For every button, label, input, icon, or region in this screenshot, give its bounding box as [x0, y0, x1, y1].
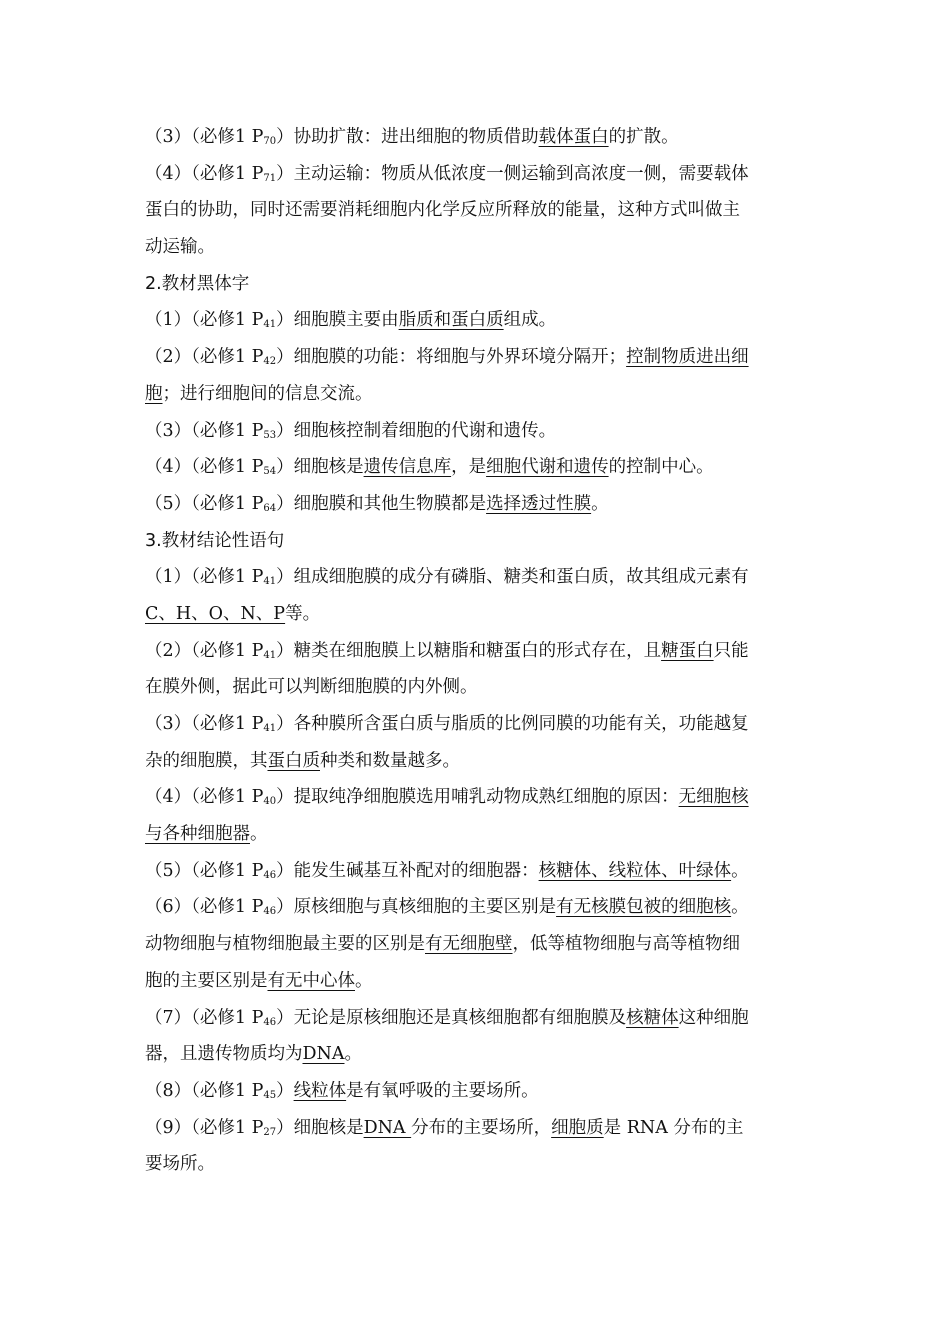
page-subscript: 40 [263, 796, 277, 808]
text-run: 是 RNA 分布的主 [603, 1117, 744, 1138]
page-subscript: 41 [263, 576, 277, 588]
text-run: ）细胞膜的功能：将细胞与外界环境分隔开； [276, 347, 627, 368]
page-subscript: 41 [263, 723, 277, 734]
text-line [145, 229, 809, 266]
text-line [145, 1036, 809, 1073]
text-run: （1）（必修1 P [145, 310, 264, 331]
underlined-answer: 核糖体 [626, 1007, 679, 1028]
underlined-answer: 有无核膜包被的细胞核 [556, 897, 732, 918]
text-run: 要场所。 [145, 1154, 215, 1175]
underlined-answer: C、H、O、N、P [145, 603, 286, 624]
underlined-answer: 胞 [145, 383, 163, 404]
underlined-answer: 有无中心体 [267, 970, 355, 991]
text-run: 3.教材结论性语句 [145, 530, 285, 551]
text-run: 的控制中心。 [608, 457, 714, 478]
page-subscript: 71 [263, 172, 277, 184]
text-run: 杂的细胞膜，其 [145, 750, 268, 771]
text-run: （2）（必修1 P [145, 640, 264, 661]
underlined-answer: 控制物质进出细 [626, 347, 749, 368]
page-subscript: 64 [263, 502, 277, 514]
text-run: （2）（必修1 P [145, 347, 264, 368]
page-subscript: 45 [263, 1089, 277, 1101]
text-run: 胞的主要区别是 [145, 970, 268, 991]
text-run: 2.教材黑体字 [145, 273, 250, 294]
text-line [145, 889, 809, 926]
page-subscript: 70 [263, 136, 277, 147]
text-run: 。 [731, 860, 749, 881]
text-run: ）原核细胞与真核细胞的主要区别是 [276, 897, 557, 918]
text-run: 这种细胞 [678, 1007, 749, 1028]
underlined-answer: 有无细胞壁 [425, 934, 513, 955]
underlined-answer: 选择透过性膜 [486, 493, 592, 514]
text-line [145, 119, 809, 156]
text-run: （4）（必修1 P [145, 163, 264, 184]
text-run: 蛋白的协助，同时还需要消耗细胞内化学反应所释放的能量，这种方式叫做主 [145, 200, 740, 221]
underlined-answer: DNA [302, 1044, 345, 1065]
text-run: 。 [344, 1044, 362, 1065]
text-line [145, 669, 809, 706]
text-line [145, 779, 809, 816]
page-subscript: 53 [263, 429, 277, 441]
underlined-answer: 蛋白质 [267, 750, 320, 771]
underlined-answer: DNA [363, 1117, 412, 1138]
text-run: （8）（必修1 P [145, 1080, 264, 1101]
text-run: （3）（必修1 P [145, 420, 264, 441]
text-line [145, 816, 809, 853]
text-run: 在膜外侧，据此可以判断细胞膜的内外侧。 [145, 677, 478, 698]
text-run: ）细胞膜主要由 [276, 310, 399, 331]
page-subscript: 41 [263, 319, 277, 331]
text-run: （7）（必修1 P [145, 1007, 264, 1028]
text-run: ）能发生碱基互补配对的细胞器： [276, 860, 539, 881]
text-line [145, 376, 809, 413]
text-run: ） [276, 1080, 294, 1101]
text-run: ）提取纯净细胞膜选用哺乳动物成熟红细胞的原因： [276, 787, 679, 808]
section-heading [145, 523, 809, 560]
text-run: ）协助扩散：进出细胞的物质借助 [276, 127, 539, 147]
text-line [145, 926, 809, 963]
underlined-answer: 与各种细胞器 [145, 824, 250, 845]
text-run: 器，且遗传物质均为 [145, 1044, 303, 1065]
text-line [145, 706, 809, 743]
underlined-answer: 线粒体 [293, 1080, 347, 1101]
text-run: （3）（必修1 P [145, 714, 264, 734]
text-line [145, 596, 809, 633]
text-line [145, 1073, 809, 1110]
page-subscript: 42 [263, 356, 277, 368]
underlined-answer: 细胞质 [551, 1117, 604, 1138]
text-run: 。 [355, 970, 373, 991]
text-run: 是有氧呼吸的主要场所。 [346, 1080, 539, 1101]
underlined-answer: 细胞代谢和遗传 [486, 457, 609, 478]
text-line [145, 339, 809, 376]
text-run: ）主动运输：物质从低浓度一侧运输到高浓度一侧，需要载体 [276, 163, 749, 184]
page-subscript: 27 [263, 1126, 277, 1138]
text-run: ）细胞核控制着细胞的代谢和遗传。 [276, 420, 557, 441]
underlined-answer: 无细胞核 [678, 787, 749, 808]
text-run: 动物细胞与植物细胞最主要的区别是 [145, 934, 425, 955]
text-run: 。 [250, 824, 268, 845]
text-run: 只能 [713, 640, 749, 661]
text-run: （5）（必修1 P [145, 860, 264, 881]
text-run: ）细胞核是 [276, 1117, 364, 1138]
text-run: 动运输。 [145, 237, 215, 258]
text-run: （4）（必修1 P [145, 787, 264, 808]
text-run: ，是 [451, 457, 487, 478]
text-run: ）细胞核是 [276, 457, 364, 478]
text-line [145, 156, 809, 193]
text-run: ）糖类在细胞膜上以糖脂和糖蛋白的形式存在，且 [276, 640, 662, 661]
underlined-answer: 脂质和蛋白质 [398, 310, 504, 331]
text-run: ）各种膜所含蛋白质与脂质的比例同膜的功能有关，功能越复 [276, 714, 749, 734]
text-run: 。 [731, 897, 749, 918]
text-run: 分布的主要场所， [411, 1117, 552, 1138]
text-run: 的扩散。 [608, 127, 679, 147]
text-line [145, 1000, 809, 1037]
text-line [145, 192, 809, 229]
underlined-answer: 核糖体、线粒体、叶绿体 [538, 860, 732, 881]
text-line [145, 1146, 809, 1183]
text-run: ；进行细胞间的信息交流。 [162, 383, 373, 404]
text-line [145, 486, 809, 523]
document-body [145, 119, 809, 1183]
page-subscript: 46 [263, 1016, 277, 1028]
page-subscript: 41 [263, 649, 277, 661]
text-run: ）无论是原核细胞还是真核细胞都有细胞膜及 [276, 1007, 627, 1028]
underlined-answer: 遗传信息库 [363, 457, 452, 478]
text-run: ）细胞膜和其他生物膜都是 [276, 493, 487, 514]
page-subscript: 54 [263, 466, 277, 478]
text-run: 。 [591, 493, 609, 514]
page-subscript: 46 [263, 869, 277, 881]
text-line [145, 302, 809, 339]
text-run: （9）（必修1 P [145, 1117, 264, 1138]
text-line [145, 1110, 809, 1147]
text-run: （1）（必修1 P [145, 567, 264, 588]
text-run: 种类和数量越多。 [320, 750, 460, 771]
page-subscript: 46 [263, 906, 277, 918]
section-heading [145, 266, 809, 303]
underlined-answer: 载体蛋白 [538, 127, 609, 147]
text-run: ）组成细胞膜的成分有磷脂、糖类和蛋白质，故其组成元素有 [276, 567, 749, 588]
text-line [145, 743, 809, 780]
text-line [145, 853, 809, 890]
text-line [145, 963, 809, 1000]
text-line [145, 559, 809, 596]
text-run: ，低等植物细胞与高等植物细 [512, 934, 740, 955]
text-line [145, 413, 809, 450]
text-run: （4）（必修1 P [145, 457, 264, 478]
underlined-answer: 糖蛋白 [661, 640, 714, 661]
text-run: （6）（必修1 P [145, 897, 264, 918]
text-run: 组成。 [503, 310, 557, 331]
text-line [145, 633, 809, 670]
text-run: （3）（必修1 P [145, 127, 264, 147]
text-run: 等。 [285, 603, 321, 624]
text-line [145, 449, 809, 486]
text-run: （5）（必修1 P [145, 493, 264, 514]
